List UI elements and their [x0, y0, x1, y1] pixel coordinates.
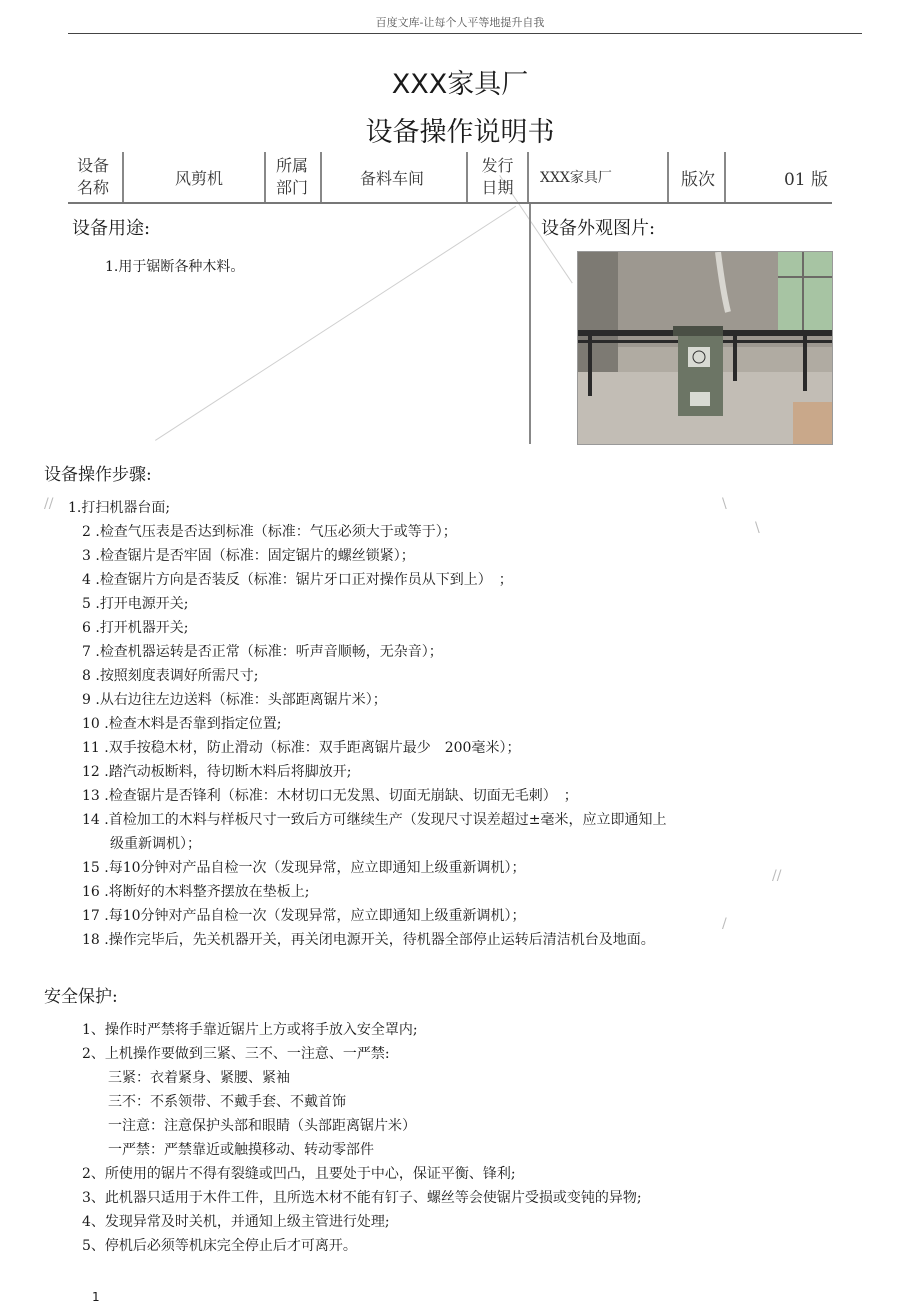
equipment-name-label: [68, 152, 118, 202]
decorative-diagonal: [155, 206, 516, 441]
safety-subitem: 一严禁：严禁靠近或触摸移动、转动零部件: [108, 1142, 374, 1158]
operation-steps-list: [68, 496, 828, 952]
section-divider: [529, 204, 531, 444]
step-item: [68, 736, 828, 760]
step-text: 从右边往左边送料（标准：头部距离锯片米）；: [99, 692, 387, 708]
safety-list: [82, 1018, 822, 1258]
step-text: 踏汽动板断料，待切断木料后将脚放开;: [108, 764, 352, 780]
steps-heading: 设备操作步骤:: [44, 465, 152, 485]
step-text: 将断好的木料整齐摆放在垫板上;: [108, 884, 310, 900]
step-number: 14 .: [82, 812, 109, 828]
step-text: 检查气压表是否达到标准（标准：气压必须大于或等于）；: [99, 524, 457, 540]
step-item: [68, 496, 828, 520]
step-item: [68, 928, 828, 952]
step-number: 9 .: [82, 692, 100, 708]
safety-subitem: 一注意：注意保护头部和眼睛（头部距离锯片米）: [108, 1118, 416, 1134]
step-number: 16 .: [82, 884, 109, 900]
step-text: 打开机器开关;: [99, 620, 189, 636]
step-text: 首检加工的木料与样板尺寸一致后方可继续生产（发现尺寸误差超过±毫米，应立即通知上: [108, 812, 667, 828]
purpose-heading: 设备用途:: [72, 218, 151, 239]
safety-subitem: 三不：不系领带、不戴手套、不戴首饰: [108, 1094, 346, 1110]
step-number: 11 .: [82, 740, 109, 756]
version-label: 版次: [681, 169, 715, 190]
margin-mark: //: [772, 868, 782, 884]
photo-heading: 设备外观图片:: [541, 218, 656, 239]
step-item: [68, 712, 828, 736]
step-item: [68, 664, 828, 688]
issue-date-label: [470, 152, 525, 202]
step-number: 2 .: [82, 524, 100, 540]
equipment-info-table: [68, 152, 832, 204]
step-number: 5 .: [82, 596, 100, 612]
step-item: [68, 880, 828, 904]
step-item: [68, 592, 828, 616]
step-item: [68, 904, 828, 928]
step-number: 7 .: [82, 644, 100, 660]
header-rule: [68, 33, 862, 34]
step-item: [68, 832, 828, 856]
step-number: 10 .: [82, 716, 109, 732]
equipment-photo: [577, 251, 833, 445]
step-number: 6 .: [82, 620, 100, 636]
step-item: [68, 808, 828, 832]
table-divider: [667, 152, 669, 202]
running-header: 百度文库-让每个人平等地提升自我: [375, 16, 545, 29]
department-label: [266, 152, 318, 202]
margin-mark: \: [722, 496, 727, 512]
step-text: 检查机器运转是否正常（标准：听声音顺畅，无杂音）；: [99, 644, 443, 660]
step-text: 级重新调机）；: [110, 836, 201, 852]
step-item: [68, 856, 828, 880]
step-text: 操作完毕后，先关机器开关，再关闭电源开关，待机器全部停止运转后清洁机台及地面。: [108, 932, 655, 948]
company-title: XXX家具厂: [391, 69, 529, 100]
issue-date-value: XXX家具厂: [540, 170, 612, 186]
step-number: 3 .: [82, 548, 100, 564]
step-text: 每10分钟对产品自检一次（发现异常，应立即通知上级重新调机）；: [108, 908, 526, 924]
step-item: [68, 784, 828, 808]
step-item: [68, 640, 828, 664]
step-text: 检查木料是否靠到指定位置;: [108, 716, 282, 732]
equipment-photo-illustration: [578, 252, 832, 444]
step-item: [68, 568, 828, 592]
equipment-name-label-line2: 名称: [76, 178, 109, 197]
step-number: 18 .: [82, 932, 109, 948]
step-number: 13 .: [82, 788, 109, 804]
safety-item: 2、所使用的锯片不得有裂缝或凹凸，且要处于中心，保证平衡、锋利;: [82, 1166, 516, 1182]
department-label-line1: 所属: [275, 156, 308, 175]
step-number: 4 .: [82, 572, 100, 588]
step-text: 按照刻度表调好所需尺寸;: [99, 668, 259, 684]
margin-mark: /: [722, 916, 727, 932]
step-number: 12 .: [82, 764, 109, 780]
purpose-item: 1.用于锯断各种木料。: [105, 259, 245, 275]
issue-date-label-line1: 发行: [481, 156, 514, 175]
table-divider: [466, 152, 468, 202]
issue-date-label-line2: 日期: [481, 178, 514, 197]
step-number: 15 .: [82, 860, 109, 876]
page-number: 1: [92, 1290, 100, 1304]
department-value: 备料车间: [359, 168, 424, 188]
equipment-name-value: 风剪机: [174, 168, 223, 188]
safety-item: 1、操作时严禁将手靠近锯片上方或将手放入安全罩内;: [82, 1022, 418, 1038]
step-text: 检查锯片是否牢固（标准：固定锯片的螺丝锁紧）；: [99, 548, 415, 564]
step-number: 1.: [68, 500, 82, 516]
safety-subitem: 三紧：衣着紧身、紧腰、紧袖: [108, 1070, 290, 1086]
table-divider: [527, 152, 529, 202]
safety-item: 3、此机器只适用于木件工件，且所选木材不能有钉子、螺丝等会使锯片受损或变钝的异物;: [82, 1190, 642, 1206]
step-text: 双手按稳木材，防止滑动（标准：双手距离锯片最少 200毫米）；: [108, 740, 521, 756]
step-item: [68, 760, 828, 784]
step-number: 8 .: [82, 668, 100, 684]
safety-item: 2、上机操作要做到三紧、三不、一注意、一严禁:: [82, 1046, 390, 1062]
equipment-name-label-line1: 设备: [76, 156, 109, 175]
safety-item: 4、发现异常及时关机，并通知上级主管进行处理;: [82, 1214, 390, 1230]
margin-mark: \: [755, 520, 760, 536]
step-text: 打开电源开关;: [99, 596, 189, 612]
version-value: 01 版: [783, 169, 828, 190]
step-text: 检查锯片是否锋利（标准：木材切口无发黑、切面无崩缺、切面无毛刺） ；: [108, 788, 578, 804]
step-text: 每10分钟对产品自检一次（发现异常，应立即通知上级重新调机）；: [108, 860, 526, 876]
margin-mark: //: [44, 496, 54, 512]
step-text: 打扫机器台面;: [81, 500, 171, 516]
step-item: [68, 688, 828, 712]
step-item: [68, 520, 828, 544]
safety-item: 5、停机后必须等机床完全停止后才可离开。: [82, 1238, 357, 1254]
step-item: [68, 616, 828, 640]
step-item: [68, 544, 828, 568]
safety-heading: 安全保护:: [44, 987, 118, 1007]
document-title: 设备操作说明书: [365, 117, 555, 148]
department-label-line2: 部门: [275, 178, 308, 197]
step-text: 检查锯片方向是否装反（标准：锯片牙口正对操作员从下到上） ；: [99, 572, 513, 588]
step-number: 17 .: [82, 908, 109, 924]
